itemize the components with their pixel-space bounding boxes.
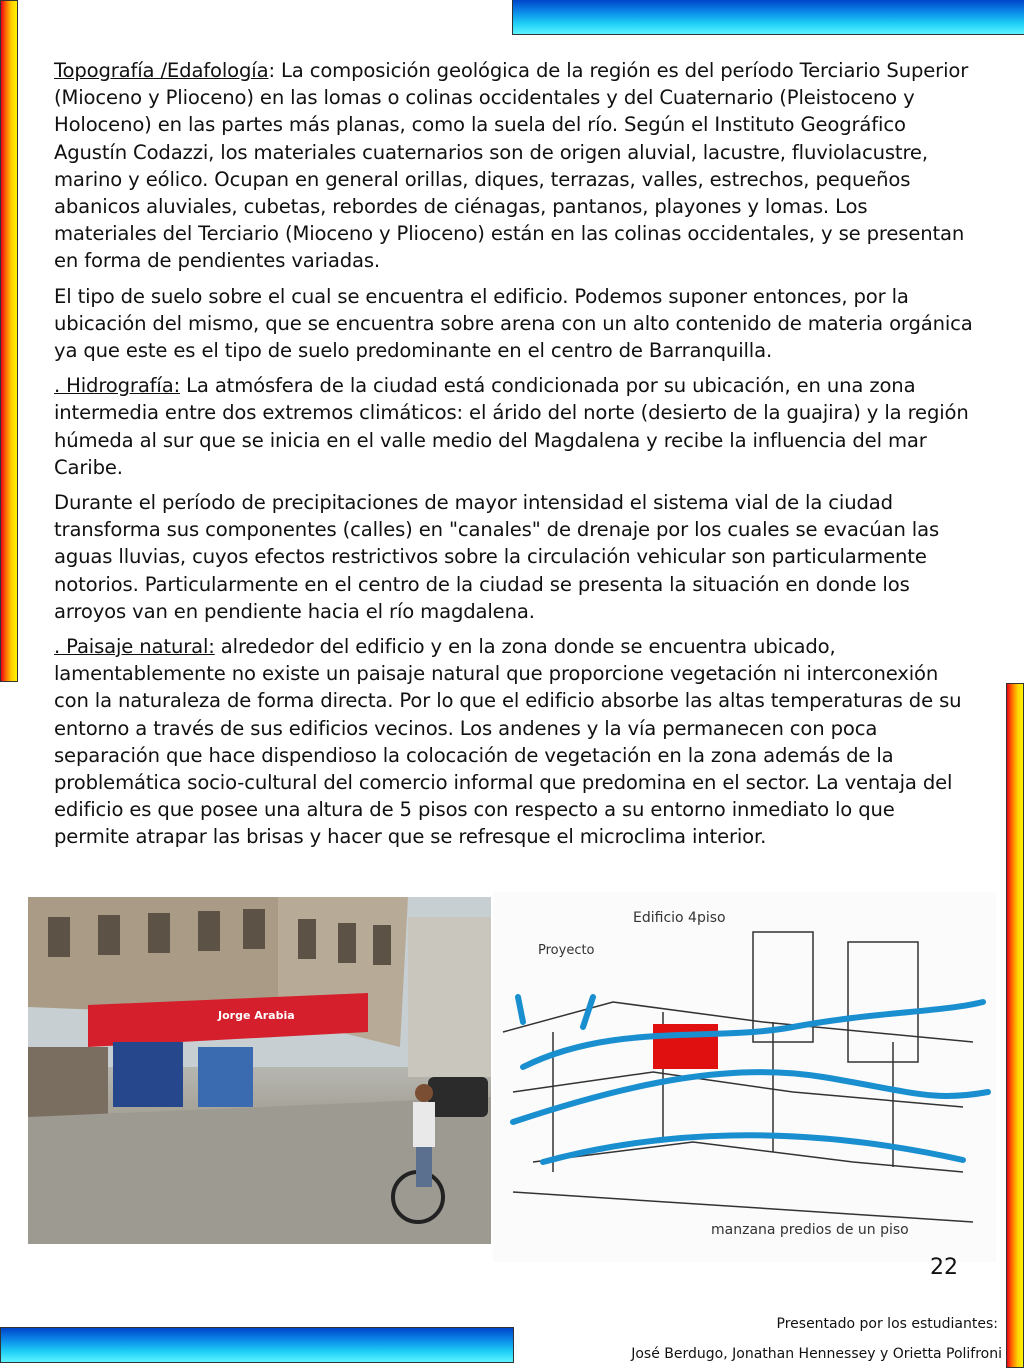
paragraph-precipitaciones [54, 489, 974, 625]
architectural-sketch-drawing [493, 892, 996, 1262]
paragraph-text: alrededor del edificio y en la zona donde se encuentra ubicado, lamentablemente no existe un paisaje natural que proporcione vegetación ni interconexión con la naturaleza de forma directa. Por lo que el edificio absorbe las altas temperaturas de su entorno a través de sus edificios vecinos. Los andenes y la vía permanecen con poca separación que hace dispendioso la colocación de vegetación en la zona además de la problemática socio-cultural del comercio informal que predomina en el sector. La ventaja del edificio es que posee una altura de 5 pisos con respecto a su entorno inmediato lo que permite atrapar las brisas y hacer que se refresque el microclima interior. [54, 635, 962, 849]
heading-paisaje: . Paisaje natural: [54, 635, 215, 659]
paragraph-paisaje [54, 633, 974, 851]
heading-hidrografia: . Hidrografía: [54, 374, 181, 398]
paragraph-text: : La composición geológica de la región es del período Terciario Superior (Mioceno y Plioceno) en las lomas o colinas occidentales y del Cuaternario (Pleistoceno y Holoceno) en las partes más planas, como la suela del río. Según el Instituto Geográfico Agustín Codazzi, los materiales cuaternarios son de origen aluvial, lacustre, fluviolacustre, marino y eólico. Ocupan en general orillas, diques, terrazas, valles, estrechos, pequeños abanicos aluviales, cubetas, rebordes de ciénagas, pantanos, playones y lomas. Los materiales del Terciario (Mioceno y Plioceno) están en las colinas occidentales, y se presentan en forma de pendientes variadas. [54, 59, 969, 273]
paragraph-hidrografia [54, 372, 974, 481]
paragraph-text: Durante el período de precipitaciones de mayor intensidad el sistema vial de la ciudad transforma sus componentes (calles) en "canales" de drenaje por los cuales se evacúan las aguas lluvias, cuyos efectos restrictivos sobre la circulación vehicular son particularmente notorios. Particularmente en el centro de la ciudad se presenta la situación en donde los arroyos van en pendiente hacia el río magdalena. [54, 491, 940, 623]
store-sign-text: Jorge Arabia [218, 1009, 295, 1022]
page-number: 22 [930, 1255, 958, 1280]
label-manzana: manzana predios de un piso [711, 1222, 909, 1238]
right-gradient-bar [1006, 683, 1024, 1368]
heading-topografia: Topografía /Edafología [54, 59, 269, 82]
architectural-sketch [493, 892, 996, 1262]
paragraph-suelo [54, 283, 974, 365]
street-photo [28, 897, 491, 1244]
label-proyecto: Proyecto [538, 943, 595, 958]
paragraph-topografia [54, 57, 974, 275]
left-gradient-bar [0, 0, 18, 682]
bottom-blue-bar [0, 1327, 514, 1363]
street-photo-drawing [28, 897, 491, 1244]
paragraph-text: La atmósfera de la ciudad está condicionada por su ubicación, en una zona intermedia entre dos extremos climáticos: el árido del norte (desierto de la guajira) y la región húmeda al sur que se inicia en el valle medio del Magdalena y recibe la influencia del mar Caribe. [54, 374, 969, 479]
label-edificio: Edificio 4piso [633, 910, 726, 926]
footer-authors: José Berdugo, Jonathan Hennessey y Orietta Polifroni [631, 1346, 1002, 1362]
body-text [54, 57, 974, 859]
top-blue-bar [512, 0, 1024, 35]
paragraph-text: El tipo de suelo sobre el cual se encuentra el edificio. Podemos suponer entonces, por la ubicación del mismo, que se encuentra sobre arena con un alto contenido de materia orgánica ya que este es el tipo de suelo predominante en el centro de Barranquilla. [54, 284, 973, 363]
footer-presented-by: Presentado por los estudiantes: [776, 1316, 998, 1332]
